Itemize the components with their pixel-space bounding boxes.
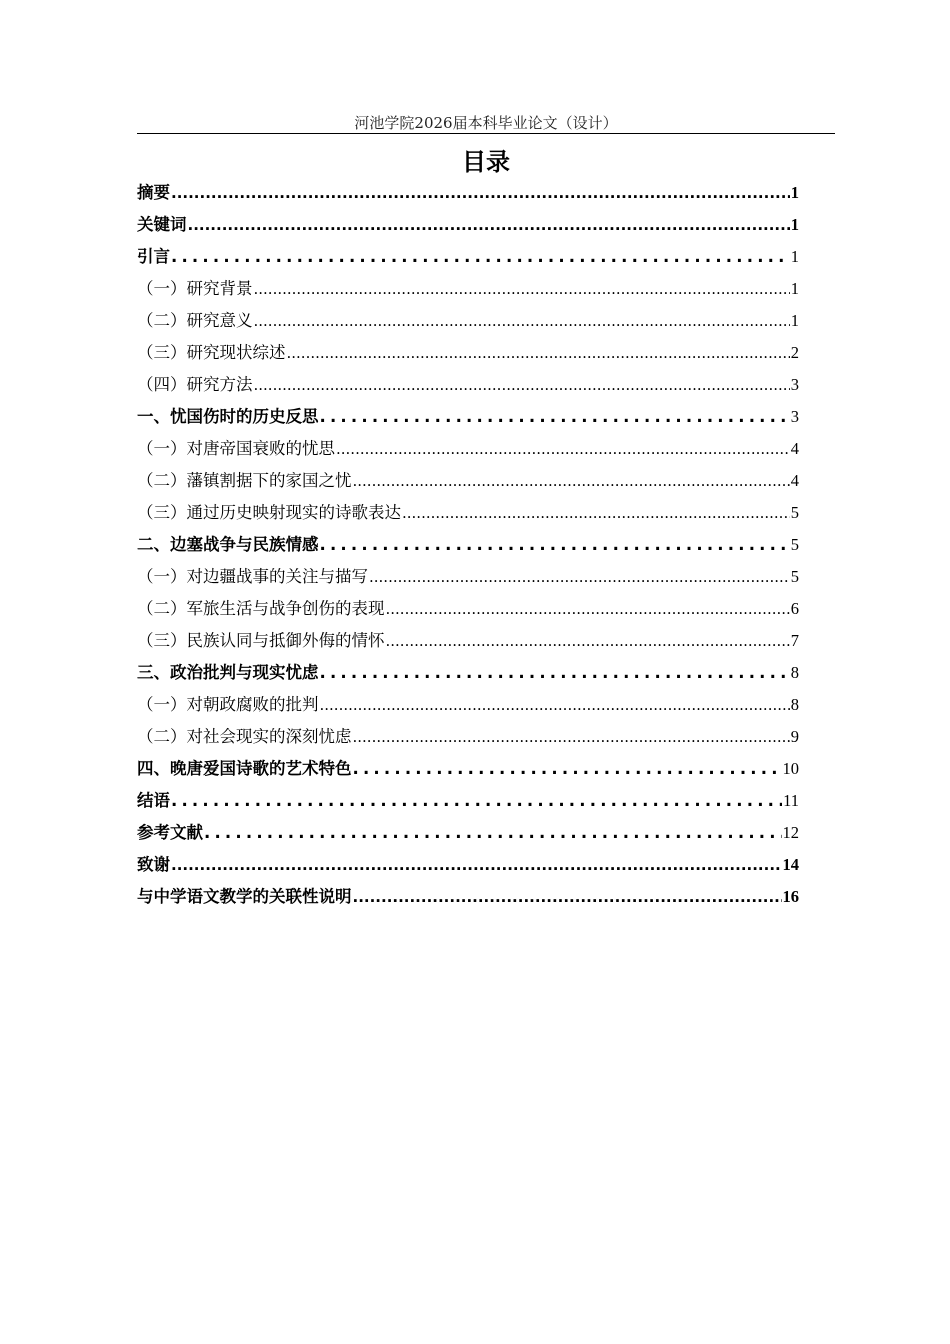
toc-page-number: 8 (790, 663, 799, 682)
toc-dot-leader (171, 785, 782, 817)
toc-entry-label: 四、晚唐爱国诗歌的艺术特色 (137, 759, 352, 778)
toc-dot-leader (254, 305, 790, 337)
toc-page-number: 1 (790, 247, 799, 266)
toc-entry[interactable] (137, 721, 799, 753)
toc-entry[interactable] (137, 401, 799, 433)
page-header: 河池学院2026届本科毕业论文（设计） (137, 113, 835, 134)
toc-dot-leader (204, 817, 782, 849)
toc-entry[interactable] (137, 369, 799, 401)
toc-dot-leader (254, 273, 790, 305)
toc-entry[interactable] (137, 241, 799, 273)
toc-entry[interactable] (137, 753, 799, 785)
toc-entry-label: 摘要 (137, 183, 170, 202)
toc-page-number: 6 (790, 599, 799, 618)
toc-page-number: 3 (790, 407, 799, 426)
toc-dot-leader (320, 401, 790, 433)
toc-entry-label: 三、政治批判与现实忧虑 (137, 663, 319, 682)
toc-entry-label: （一）对边疆战事的关注与描写 (137, 567, 368, 586)
toc-dot-leader (353, 721, 790, 753)
toc-page-number: 14 (782, 855, 799, 874)
toc-page-number: 8 (790, 695, 799, 714)
toc-dot-leader (320, 657, 790, 689)
toc-dot-leader (287, 337, 790, 369)
toc-page-number: 5 (790, 567, 799, 586)
toc-entry[interactable] (137, 273, 799, 305)
table-of-contents (137, 177, 799, 913)
toc-entry[interactable] (137, 881, 799, 913)
toc-entry-label: （一）研究背景 (137, 279, 253, 298)
toc-page-number: 1 (790, 311, 799, 330)
toc-entry-label: （一）对唐帝国衰败的忧思 (137, 439, 335, 458)
toc-dot-leader (171, 849, 782, 881)
toc-page-number: 2 (790, 343, 799, 362)
toc-entry-label: （三）民族认同与抵御外侮的情怀 (137, 631, 385, 650)
toc-entry-label: （二）藩镇割据下的家国之忧 (137, 471, 352, 490)
toc-entry-label: （二）军旅生活与战争创伤的表现 (137, 599, 385, 618)
toc-entry[interactable] (137, 689, 799, 721)
toc-entry[interactable] (137, 209, 799, 241)
toc-dot-leader (386, 625, 790, 657)
toc-page-number: 11 (783, 791, 799, 810)
toc-dot-leader (171, 241, 790, 273)
toc-entry-label: （二）对社会现实的深刻忧虑 (137, 727, 352, 746)
toc-entry[interactable] (137, 337, 799, 369)
toc-dot-leader (254, 369, 790, 401)
toc-entry[interactable] (137, 465, 799, 497)
toc-entry-label: 二、边塞战争与民族情感 (137, 535, 319, 554)
toc-dot-leader (320, 529, 790, 561)
toc-entry-label: 一、忧国伤时的历史反思 (137, 407, 319, 426)
toc-entry-label: 致谢 (137, 855, 170, 874)
toc-entry[interactable] (137, 433, 799, 465)
toc-page-number: 7 (790, 631, 799, 650)
toc-page-number: 9 (790, 727, 799, 746)
toc-entry[interactable] (137, 497, 799, 529)
toc-dot-leader (188, 209, 790, 241)
toc-page-number: 12 (782, 823, 799, 842)
toc-dot-leader (171, 177, 790, 209)
toc-title: 目录 (462, 148, 510, 176)
toc-entry-label: 引言 (137, 247, 170, 266)
toc-entry[interactable] (137, 817, 799, 849)
toc-entry-label: （四）研究方法 (137, 375, 253, 394)
toc-page-number: 5 (790, 503, 799, 522)
toc-page-number: 1 (790, 279, 799, 298)
toc-entry-label: 结语 (137, 791, 170, 810)
toc-entry-label: （三）研究现状综述 (137, 343, 286, 362)
toc-entry-label: （一）对朝政腐败的批判 (137, 695, 319, 714)
toc-page-number: 10 (782, 759, 799, 778)
toc-page-number: 3 (790, 375, 799, 394)
toc-page-number: 4 (790, 471, 799, 490)
toc-entry-label: （二）研究意义 (137, 311, 253, 330)
toc-entry[interactable] (137, 529, 799, 561)
toc-entry-label: 与中学语文教学的关联性说明 (137, 887, 352, 906)
toc-entry[interactable] (137, 625, 799, 657)
toc-dot-leader (353, 465, 790, 497)
toc-entry-label: 参考文献 (137, 823, 203, 842)
toc-dot-leader (320, 689, 790, 721)
toc-dot-leader (386, 593, 790, 625)
toc-page-number: 5 (790, 535, 799, 554)
toc-dot-leader (353, 753, 782, 785)
toc-dot-leader (353, 881, 782, 913)
toc-entry[interactable] (137, 785, 799, 817)
toc-entry-label: （三）通过历史映射现实的诗歌表达 (137, 503, 401, 522)
toc-entry[interactable] (137, 593, 799, 625)
toc-page-number: 4 (790, 439, 799, 458)
toc-dot-leader (336, 433, 790, 465)
toc-entry[interactable] (137, 849, 799, 881)
toc-entry[interactable] (137, 561, 799, 593)
toc-dot-leader (369, 561, 790, 593)
toc-entry-label: 关键词 (137, 215, 187, 234)
toc-page-number: 1 (790, 183, 799, 202)
toc-entry[interactable] (137, 657, 799, 689)
toc-page-number: 16 (782, 887, 799, 906)
toc-entry[interactable] (137, 305, 799, 337)
toc-dot-leader (402, 497, 790, 529)
toc-page-number: 1 (790, 215, 799, 234)
toc-entry[interactable] (137, 177, 799, 209)
